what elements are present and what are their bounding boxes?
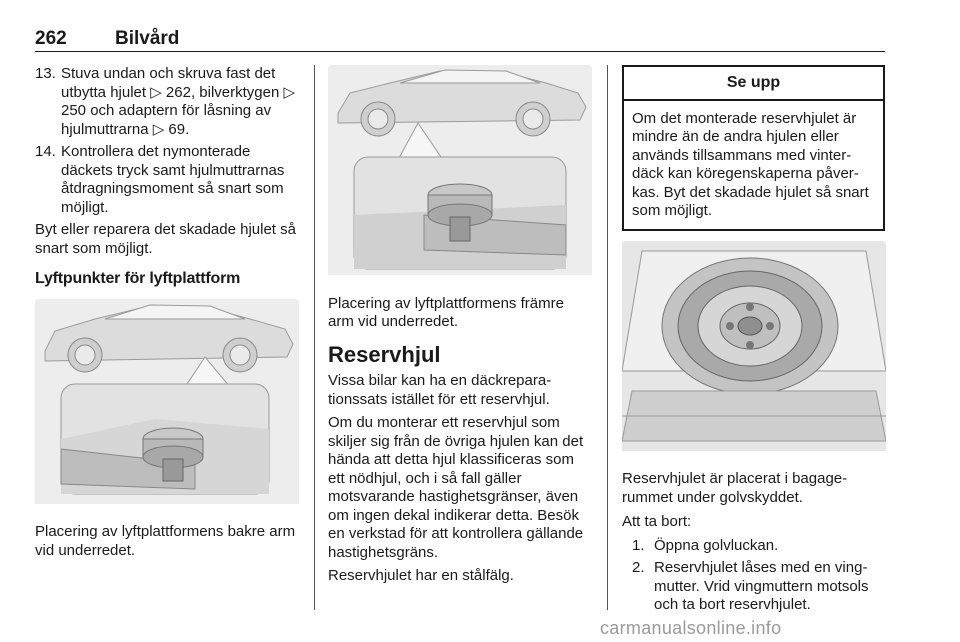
steps-list <box>622 537 885 615</box>
list-text: Öppna golvluckan. <box>654 536 779 554</box>
caution-box <box>622 65 885 231</box>
list-item <box>632 537 885 556</box>
paragraph: Reservhjulet har en stålfälg. <box>328 567 514 584</box>
list-number: 13. <box>35 65 56 82</box>
column-divider-1 <box>314 65 315 610</box>
chapter-title: Bilvård <box>115 28 180 49</box>
paragraph: Om du monterar ett reservhjul som skiljer sig från de övriga hjulen kan det hända att detta hjul klassificeras som ett nödhjul, och i så fall gäller motsvarande hastighetsgränser, även om ingen dekal indikerar detta. Besök en verkstad för att kontrollera gällande hastighetsgräns. <box>328 414 584 561</box>
caution-text: Om det monterade reservhjulet är mindre än de andra hjulen eller används tillsammans med vinterdäck kan köregenskaperna påverkas. Byt det skadade hjulet så snart som möjligt. <box>632 109 869 219</box>
list-item <box>35 143 300 217</box>
section-heading: Reservhjul <box>328 341 441 367</box>
list-text: Stuva undan och skruva fast det utbytta hjulet ▷ 262, bilverktygen ▷ 250 och adaptern för låsning av hjulmuttrarna ▷ 69. <box>61 65 296 138</box>
list-number: 1. <box>632 536 645 554</box>
list-text: Kontrollera det nymonterade däckets tryck samt hjulmuttrarnas åtdragningsmoment så snart som möjligt. <box>61 143 285 216</box>
list-text: Reservhjulet låses med en vingmutter. Vrid vingmuttern motsols och ta bort reservhjulet. <box>654 559 869 613</box>
list-item <box>632 559 885 615</box>
paragraph: Vissa bilar kan ha en däckreparationssats istället för ett reservhjul. <box>328 372 552 408</box>
column-divider-2 <box>607 65 608 610</box>
rear-lift-point-illustration <box>35 299 299 510</box>
list-number: 14. <box>35 143 56 160</box>
list-item <box>35 65 300 139</box>
column-2 <box>328 65 593 591</box>
page-header <box>35 28 885 52</box>
spare-wheel-illustration <box>622 241 886 457</box>
paragraph: Att ta bort: <box>622 513 692 530</box>
caution-title: Se upp <box>624 67 883 101</box>
front-lift-point-illustration <box>328 65 592 281</box>
watermark: carmanualsonline.info <box>600 618 782 638</box>
list-number: 2. <box>632 559 645 576</box>
section-heading: Lyftpunkter för lyftplattform <box>35 270 241 287</box>
paragraph: Byt eller reparera det skadade hjulet så snart som möjligt. <box>35 221 296 257</box>
column-1 <box>35 65 300 560</box>
figure-caption: Reservhjulet är placerat i bagagerummet under golvskyddet. <box>622 470 848 506</box>
page-number: 262 <box>35 28 67 49</box>
figure-caption: Placering av lyftplattformens bakre arm vid underredet. <box>35 523 296 559</box>
figure-caption: Placering av lyftplattformens främre arm vid underredet. <box>328 294 564 330</box>
column-3 <box>622 65 885 619</box>
